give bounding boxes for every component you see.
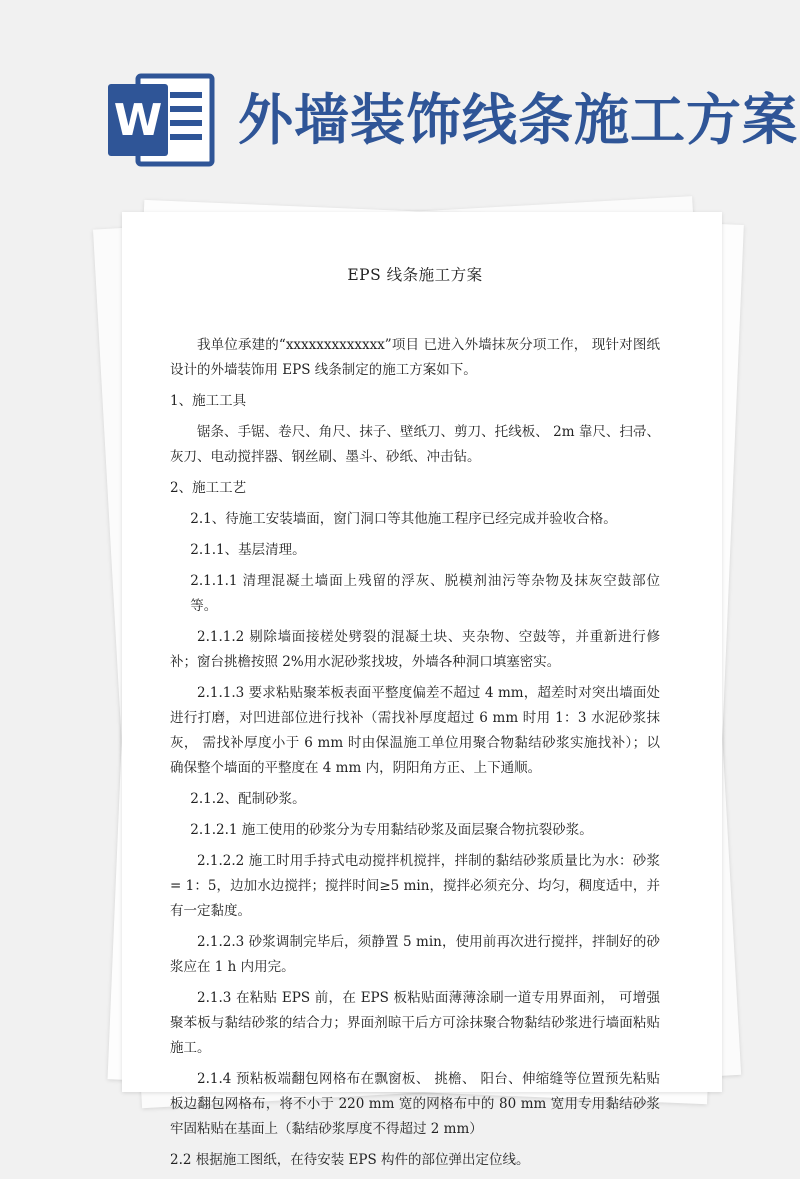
document-paragraph: 2、施工工艺 — [170, 480, 247, 496]
word-icon — [108, 68, 216, 172]
document-paragraph: 2.1.2.3 砂浆调制完毕后，须静置 5 min，使用前再次进行搅拌，拌制好的砂浆应在 1 h 内用完。 — [170, 934, 660, 975]
document-paragraph: 2.1.2.1 施工使用的砂浆分为专用黏结砂浆及面层聚合物抗裂砂浆。 — [190, 822, 593, 838]
document-paragraph: 2.1.3 在粘贴 EPS 前，在 EPS 板粘贴面薄薄涂刷一道专用界面剂， 可增强聚苯板与黏结砂浆的结合力；界面剂晾干后方可涂抹聚合物黏结砂浆进行墙面粘贴施工。 — [170, 990, 660, 1056]
document-paragraph: 2.2 根据施工图纸，在待安装 EPS 构件的部位弹出定位线。 — [170, 1152, 530, 1168]
paragraph-list — [170, 333, 660, 1173]
document-paragraph: 锯条、手锯、卷尺、角尺、抹子、壁纸刀、剪刀、托线板、 2m 靠尺、扫帚、灰刀、电动搅拌器、钢丝刷、墨斗、砂纸、冲击钻。 — [170, 424, 660, 465]
word-icon-letter: W — [113, 95, 163, 146]
document-paragraph: 2.1、待施工安装墙面，窗门洞口等其他施工程序已经完成并验收合格。 — [190, 511, 617, 527]
document-paragraph: 2.1.1.1 清理混凝土墙面上残留的浮灰、脱模剂油污等杂物及抹灰空鼓部位等。 — [190, 573, 660, 614]
document-paragraph: 2.1.1.2 剔除墙面接槎处劈裂的混凝土块、夹杂物、空鼓等，并重新进行修补；窗台挑檐按照 2%用水泥砂浆找坡，外墙各种洞口填塞密实。 — [170, 629, 660, 670]
document-paragraph: 2.1.2.2 施工时用手持式电动搅拌机搅拌，拌制的黏结砂浆质量比为水：砂浆= 1：5，边加水边搅拌；搅拌时间≥5 min，搅拌必须充分、均匀，稠度适中，并有一定黏度。 — [170, 853, 660, 919]
document-paragraph: 2.1.1、基层清理。 — [190, 542, 306, 558]
page-title: 外墙装饰线条施工方案 — [238, 88, 799, 152]
document-paragraph: 2.1.4 预粘板端翻包网格布在飘窗板、 挑檐、 阳台、伸缩缝等位置预先粘贴板边翻包网格布，将不小于 220 mm 宽的网格布中的 80 mm 宽用专用黏结砂浆牢固粘贴在基面上（黏结砂浆厚度不得超过 2 mm） — [170, 1071, 660, 1137]
document-paragraph: 2.1.2、配制砂浆。 — [190, 791, 306, 807]
document-body — [170, 263, 660, 1179]
document-paragraph: 我单位承建的“xxxxxxxxxxxxx”项目 已进入外墙抹灰分项工作， 现针对图纸设计的外墙装饰用 EPS 线条制定的施工方案如下。 — [170, 337, 660, 378]
document-paragraph: 1、施工工具 — [170, 393, 247, 409]
document-title: EPS 线条施工方案 — [347, 266, 483, 284]
document-paragraph: 2.1.1.3 要求粘贴聚苯板表面平整度偏差不超过 4 mm，超差时对突出墙面处进行打磨，对凹进部位进行找补（需找补厚度超过 6 mm 时用 1：3 水泥砂浆抹灰， 需找补厚度小于 6 mm 时由保温施工单位用聚合物黏结砂浆实施找补）；以确保整个墙面的平整度在 4 mm 内，阴阳角方正、上下通顺。 — [170, 685, 660, 776]
